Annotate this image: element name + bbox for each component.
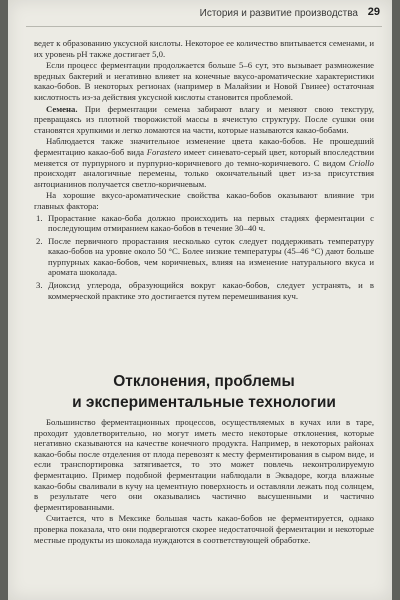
paragraph: Если процесс ферментации продолжается больше 5–6 сут, это вызывает размножение вредных бактерий и негативно влияет на конечные вкусо-ароматические характеристики какао-бобов. В некоторых регионах (например в Малайзии и Новой Гвинее) остаточная кислотность из-за действия уксусной кислоты становится проблемой. xyxy=(34,60,374,102)
seeds-text: При ферментации семена забирают влагу и меняют свою текстуру, превращаясь из плотной творожистой массы в ячеистую структуру. После сушки они становятся хрупкими и легко ломаются на части, которые называются какао-бобами. xyxy=(34,103,374,135)
running-header xyxy=(8,6,392,28)
color-text-3: происходят аналогичные перемены, только окончательный цвет из-за присутствия антоцианинов получается светло-коричневым. xyxy=(34,168,374,189)
section-heading xyxy=(34,371,374,413)
header-rule xyxy=(26,26,382,27)
list-item-text: После первичного прорастания несколько суток следует поддерживать температуру какао-бобов на уровне около 50 °С. Более низкие температуры (45–46 °С) дают больше пурпурных какао-бобов, чем коричневых, влияя на изменение натурального вкуса и аромата шоколада. xyxy=(48,235,374,278)
list-item xyxy=(36,235,374,278)
paragraph: Большинство ферментационных процессов, осуществляемых в кучах или в таре, проходит удовлетворительно, но могут иметь место некоторые отклонения, которые негативно сказываются на качестве конечного продукта. Например, в некоторых районах какао-бобы после отделения от плода перевозят к месту ферментирования в сыром виде, и если транспортировка затягивается, то это может повлечь неконтролируемую ферментацию. Пример подобной ферментации наблюдали в Эквадоре, когда влажные какао-бобы сваливали в кучу на цементную поверхность и оставляли лежать под солнцем, в результате чего они оказывались частично высушенными и частично ферментированными. xyxy=(34,417,374,512)
species-forastero: Forastero xyxy=(146,146,182,157)
species-criollo: Criollo xyxy=(348,157,374,168)
list-item-number: 1. xyxy=(36,212,43,223)
body-text-bottom xyxy=(34,417,374,546)
color-text-1: Наблюдается также значительное изменение цвета какао-бобов. Не прошедший ферментацию какао-боб вида xyxy=(34,136,374,157)
factors-intro: На хорошие вкусо-ароматические свойства какао-бобов оказывают влияние три главных фактора: xyxy=(34,190,374,211)
color-text-2: имеет синевато-серый цвет, который впоследствии меняется от пурпурного и пурпурно-коричневого до темно-коричневого. С видом xyxy=(34,146,374,168)
paragraph: Считается, что в Мексике большая часть какао-бобов не ферментируется, однако проверка показала, что они подвергаются скорее недостаточной ферментации и некоторые местные продукты из шоколада нуждаются в соответствующей обработке. xyxy=(34,513,374,545)
list-item-number: 2. xyxy=(36,235,43,246)
factors-list xyxy=(34,213,374,302)
running-header-title: История и развитие производства xyxy=(199,8,358,19)
body-text-top xyxy=(34,38,374,303)
page-number: 29 xyxy=(367,6,380,18)
paragraph-color xyxy=(34,136,374,189)
book-page xyxy=(8,0,392,600)
list-item-text: Диоксид углерода, образующийся вокруг какао-бобов, следует устранять, и в коммерческой практике это достигается путем перемешивания куч. xyxy=(48,280,374,301)
list-item-number: 3. xyxy=(36,280,43,291)
list-item-text: Прорастание какао-боба должно происходить на первых стадиях ферментации с последующим отмиранием какао-бобов в течение 30–40 ч. xyxy=(48,212,374,234)
paragraph-seeds xyxy=(34,104,374,136)
section-heading-line-2: и экспериментальные технологии xyxy=(72,394,336,411)
seeds-term: Семена. xyxy=(46,103,78,114)
section-heading-line-1: Отклонения, проблемы xyxy=(113,373,295,390)
list-item xyxy=(36,280,374,301)
list-item xyxy=(36,212,374,234)
paragraph: ведет к образованию уксусной кислоты. Некоторое ее количество впитывается семенами, и их уровень pH также достигает 5,0. xyxy=(34,38,374,59)
